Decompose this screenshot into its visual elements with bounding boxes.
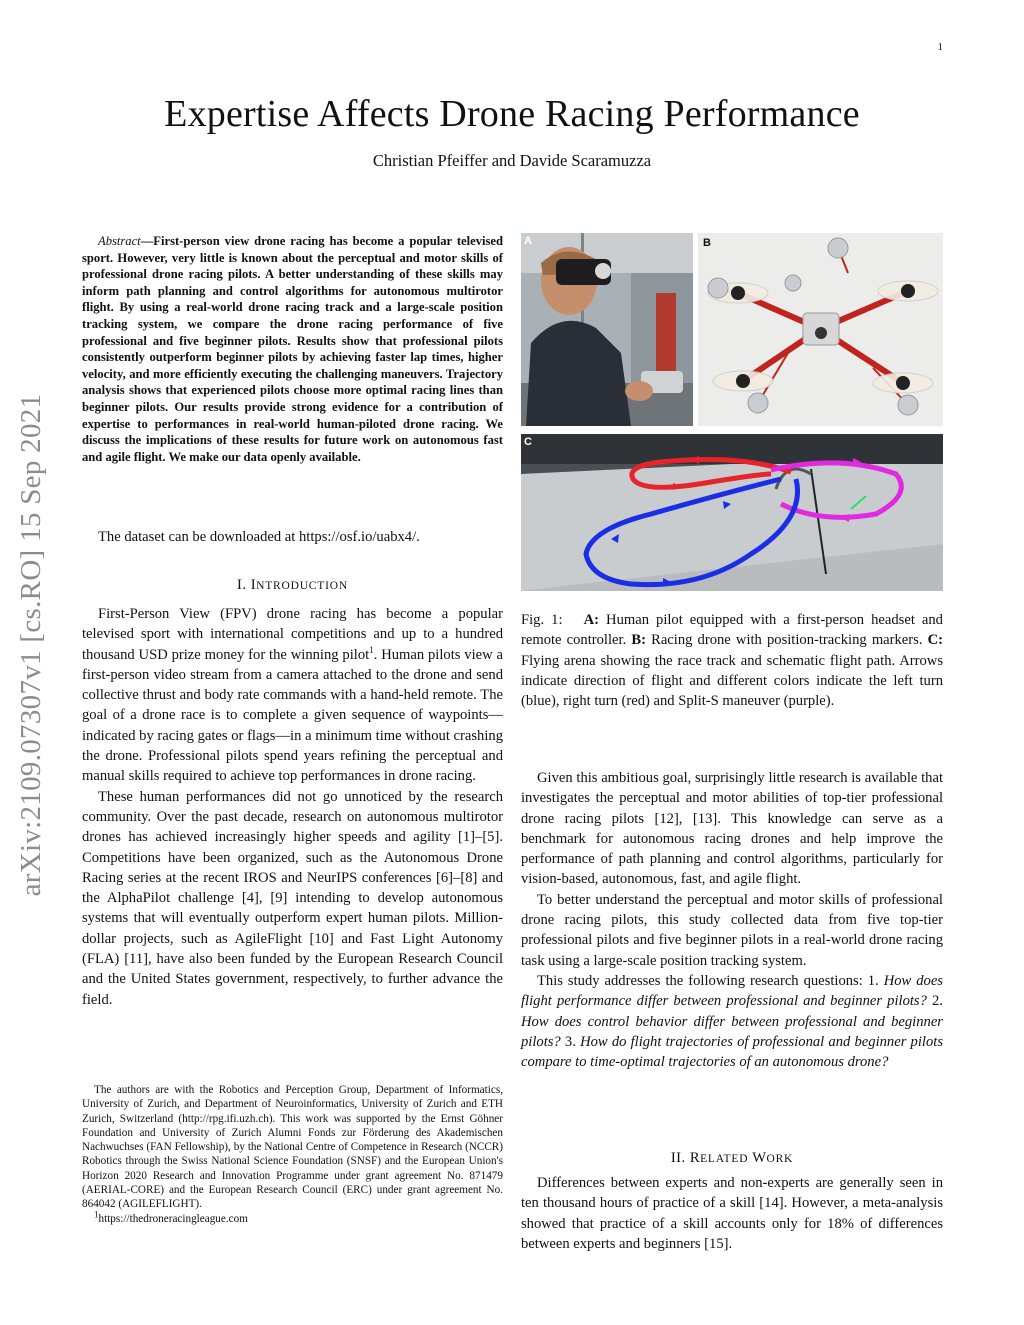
- caption-text-b: Racing drone with position-tracking markers.: [645, 632, 928, 649]
- url-footnote: [82, 1208, 503, 1226]
- arxiv-sidebar: [10, 345, 52, 945]
- heading-initial: R: [689, 1150, 701, 1166]
- study-paragraph: To better understand the perceptual and motor skills of professional drone racing pilots, this study collected data from five top-tier professional pilots and five beginner pilots in a real-world drone racing task using a large-scale position tracking system.: [521, 891, 943, 969]
- paper-title: Expertise Affects Drone Racing Performance: [164, 93, 860, 135]
- arxiv-identifier: arXiv:2109.07307v1 [cs.RO] 15 Sep 2021: [15, 393, 47, 897]
- page-number: 1: [937, 41, 943, 53]
- related-work-body: [521, 1173, 943, 1254]
- heading-initial: I: [250, 577, 257, 593]
- caption-key-a: A:: [583, 612, 599, 628]
- intro-p1-text-cont: . Human pilots view a first-person video stream from a camera attached to the drone and send collective thrust and body rate commands with a hand-held remote. The goal of a drone race is to complete a given sequence of waypoints—indicated by racing gates or flags—in a minimum time without crashing the drone. Professional pilots spend years refining the perceptual and manual skills required to achieve top performances in drone racing.: [82, 646, 503, 785]
- heading-smallcaps: ELATED: [700, 1153, 749, 1165]
- right-column-body: [521, 768, 943, 1072]
- heading-smallcaps: NTRODUCTION: [256, 580, 348, 592]
- intro-paragraph-1: [82, 604, 503, 787]
- research-questions-paragraph: [521, 971, 943, 1072]
- caption-prefix: Fig. 1:: [521, 612, 563, 628]
- photo-pilot-with-headset: [521, 233, 693, 426]
- caption-text-a: Human pilot equipped with a first-person headset and remote controller.: [521, 612, 943, 649]
- footnote-url: https://thedroneracingleague.com: [98, 1212, 248, 1225]
- panel-label-a: A: [524, 235, 532, 247]
- related-paragraph-1: Differences between experts and non-experts are generally seen in ten thousand hours of practice of a skill [14]. However, a meta-analysis showed that practice of a skill accounts only for 18% of differences between experts and beginners [15].: [521, 1175, 943, 1252]
- panel-label-c: C: [524, 436, 532, 448]
- caption-key-b: B:: [631, 632, 646, 649]
- caption-key-c: C:: [927, 632, 943, 649]
- research-question-1: How does flight performance differ between professional and beginner pilots?: [521, 972, 943, 1010]
- panel-label-b: B: [703, 237, 711, 249]
- abstract: [82, 233, 503, 465]
- heading-initial: W: [752, 1150, 767, 1166]
- abstract-text: —First-person view drone racing has become a popular televised sport. However, very little is known about the perceptual and motor skills of professional drone racing pilots. A better understanding of these skills may inform path planning and control algorithms for autonomous multirotor flight. By using a real-world drone racing track and a large-scale position tracking system, we compare the drone racing performance of five professional and five beginner pilots. Results show that professional pilots consistently outperform beginner pilots by achieving faster lap times, higher velocity, and more efficiently executing the challenging maneuvers. Trajectory analysis shows that experienced pilots choose more optimal racing lines than beginner pilots. Our results provide strong evidence for a contribution of expertise to performances in real-world human-piloted drone racing. We discuss the implications of these results for future work on autonomous fast and agile flight. We make our data openly available.: [82, 234, 503, 464]
- footnote-marker: 1: [369, 644, 374, 655]
- caption-text-c: Flying arena showing the race track and schematic flight path. Arrows indicate direction of flight and different colors indicate the left turn (blue), right turn (red) and Split-S maneuver (purple).: [521, 652, 943, 710]
- intro-paragraph-2: These human performances did not go unnoticed by the research community. Over the past decade, research on autonomous multirotor drones has achieved increasingly higher speeds and agility [1]–[5]. Competitions have been organized, such as the Autonomous Drone Racing series at the recent IROS and NeurIPS conferences [6]–[8] and the AlphaPilot challenge [4], [9] intending to develop autonomous systems that will eventually outperform expert human pilots. Million-dollar projects, such as AgileFlight [10] and Fast Light Autonomy (FLA) [11], have also been funded by the European Research Council and the United States government, respectively, to further advance the field.: [82, 788, 503, 1008]
- footnote-mark: 1: [94, 1208, 99, 1219]
- intro-p1-text: First-Person View (FPV) drone racing has become a popular televised sport with international competitions and up to a hundred thousand USD prize money for the winning pilot: [82, 606, 503, 663]
- heading-smallcaps: ORK: [766, 1153, 794, 1165]
- dataset-note: The dataset can be downloaded at https://osf.io/uabx4/.: [98, 529, 420, 545]
- rq-2-number: 2.: [926, 993, 944, 1010]
- figure-1: [521, 233, 943, 591]
- section-numeral: II.: [670, 1150, 686, 1166]
- author-list: Christian Pfeiffer and Davide Scaramuzza: [372, 151, 652, 170]
- section-heading-introduction: [82, 577, 503, 594]
- research-question-2: How does control behavior differ between professional and beginner pilots?: [521, 1013, 943, 1050]
- section-heading-related-work: [521, 1150, 943, 1167]
- affiliation-footnote: The authors are with the Robotics and Perception Group, Department of Informatics, University of Zurich, and Department of Neuroinformatics, University of Zurich and ETH Zurich, Switzerland (http://rpg.ifi.uzh.ch). This work was supported by the Ernst Göhner Foundation and University of Zurich Alumni Fonds zur Förderung des Akademischen Nachwuchses (FAN Fellowship), by the National Centre of Competence in Research (NCCR) Robotics through the Swiss National Science Foundation (SNSF) and the European Union's Horizon 2020 Research and Innovation Programme under grant agreement No. 871479 (AERIAL-CORE) and the European Research Council (ERC) under grant agreement No. 864042 (AGILEFLIGHT).: [82, 1084, 503, 1211]
- photo-racing-drone: [698, 233, 943, 426]
- rq-3-number: 3.: [560, 1033, 581, 1050]
- photo-flying-arena: [521, 434, 943, 591]
- footnotes: [82, 1083, 503, 1226]
- motivation-paragraph: Given this ambitious goal, surprisingly little research is available that investigates the perceptual and motor abilities of top-tier professional drone racing pilots [12], [13]. This knowledge can serve as a benchmark for autonomous racing drones and help improve the performance of path planning and control algorithms, particularly for vision-based, autonomous, fast, and agile flight.: [521, 770, 943, 888]
- abstract-label: Abstract: [98, 234, 141, 248]
- section-numeral: I.: [237, 577, 247, 593]
- research-question-3: How do flight trajectories of professional and beginner pilots compare to time-optimal trajectories of an autonomous drone?: [521, 1033, 943, 1071]
- introduction-body: [82, 604, 503, 1010]
- figure-caption: [521, 610, 943, 711]
- rq-intro: This study addresses the following research questions: 1.: [537, 972, 884, 989]
